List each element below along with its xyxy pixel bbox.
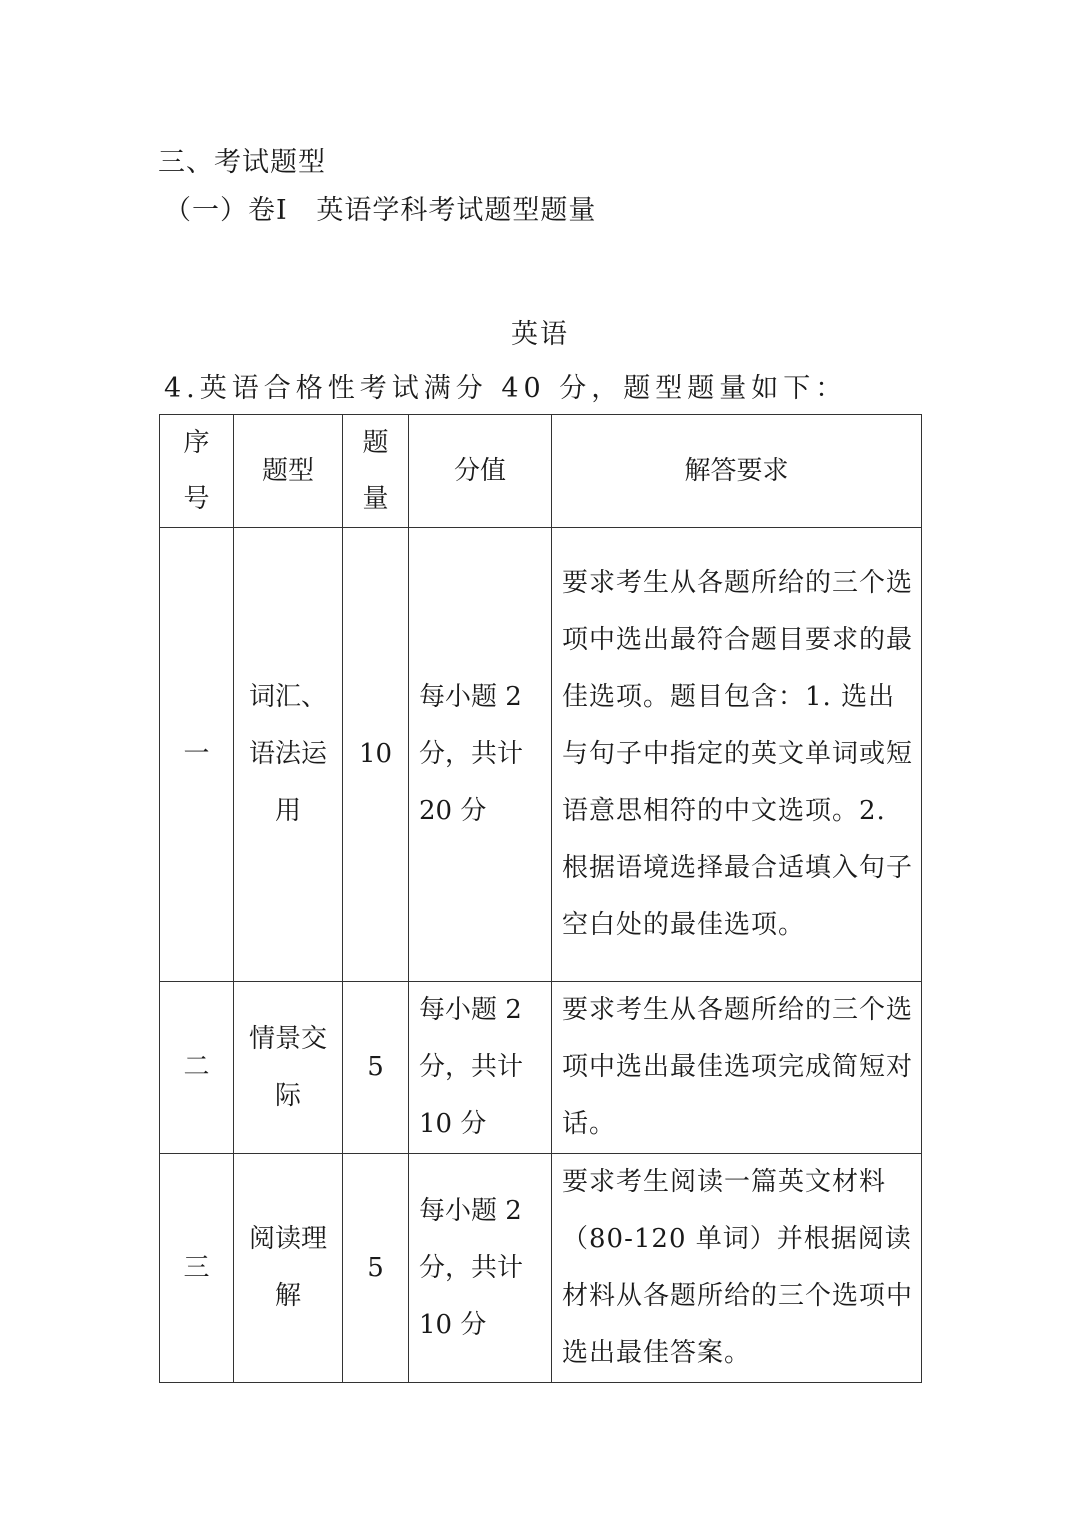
intro-paragraph: 4.英语合格性考试满分 40 分，题型题量如下： — [164, 373, 848, 404]
cell-type: 词汇、语法运用 — [234, 528, 343, 982]
cell-score: 每小题 2 分，共计 20 分 — [409, 528, 552, 982]
cell-index: 三 — [160, 1154, 234, 1383]
header-index: 序号 — [160, 415, 234, 528]
subject-title: 英语 — [511, 319, 569, 350]
cell-index: 二 — [160, 982, 234, 1154]
header-type: 题型 — [234, 415, 343, 528]
cell-requirement: 要求考生阅读一篇英文材料（80-120 单词）并根据阅读材料从各题所给的三个选项中选出最佳答案。 — [552, 1154, 922, 1383]
cell-requirement: 要求考生从各题所给的三个选项中选出最佳选项完成简短对话。 — [552, 982, 922, 1154]
table-row — [160, 1154, 922, 1383]
cell-count: 5 — [343, 1154, 409, 1383]
section-heading: 三、考试题型 — [158, 147, 326, 178]
cell-type: 情景交际 — [234, 982, 343, 1154]
table-row — [160, 982, 922, 1154]
header-count: 题量 — [343, 415, 409, 528]
header-score: 分值 — [409, 415, 552, 528]
cell-index: 一 — [160, 528, 234, 982]
cell-count: 10 — [343, 528, 409, 982]
cell-score: 每小题 2 分，共计 10 分 — [409, 1154, 552, 1383]
cell-count: 5 — [343, 982, 409, 1154]
cell-score: 每小题 2 分，共计 10 分 — [409, 982, 552, 1154]
cell-type: 阅读理解 — [234, 1154, 343, 1383]
exam-format-table — [159, 414, 922, 1383]
cell-requirement: 要求考生从各题所给的三个选项中选出最符合题目要求的最佳选项。题目包含：1. 选出与句子中指定的英文单词或短语意思相符的中文选项。2. 根据语境选择最合适填入句子空白处的最佳选项。 — [552, 528, 922, 982]
header-requirement: 解答要求 — [552, 415, 922, 528]
table-header-row — [160, 415, 922, 528]
sub-heading: （一）卷Ⅰ 英语学科考试题型题量 — [164, 195, 597, 226]
table-row — [160, 528, 922, 982]
